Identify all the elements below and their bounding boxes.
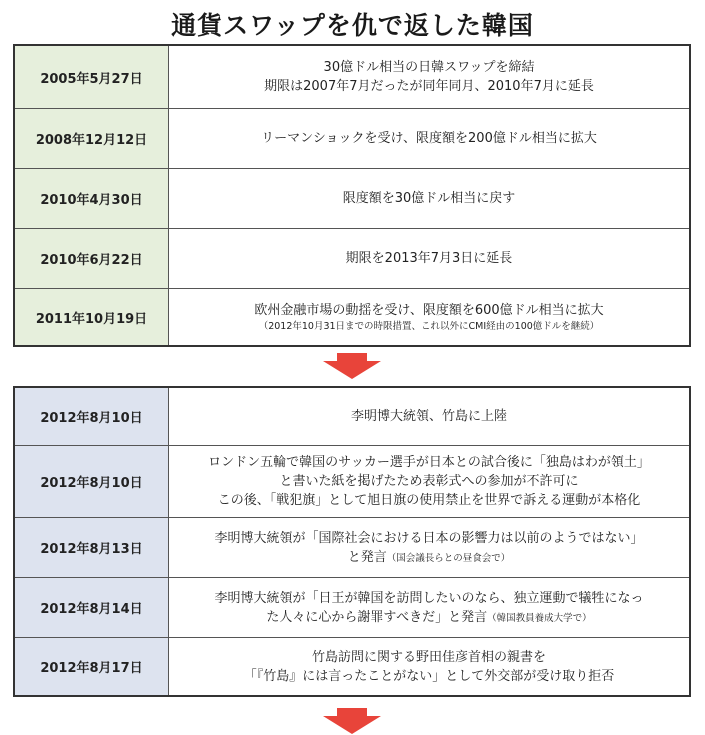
table-row [15, 109, 689, 169]
down-arrow-icon [323, 353, 381, 379]
description-line: と書いた紙を掲げたため表彰式への参加が不許可に [279, 474, 579, 489]
description-line: 期限を2013年7月3日に延長 [345, 251, 513, 266]
row-description [169, 46, 689, 108]
description-line: 欧州金融市場の動揺を受け、限度額を600億ドル相当に拡大 [254, 303, 604, 318]
description-note: （韓国教員養成大学で） [487, 612, 592, 624]
description-line: 李明博大統領が「国際社会における日本の影響力は以前のようではない」 [214, 530, 644, 546]
description-text: と発言 [347, 549, 387, 565]
row-date: 2012年8月17日 [15, 638, 169, 695]
description-line-last [348, 548, 511, 567]
row-date: 2012年8月10日 [15, 388, 169, 445]
description-text: た人々に心から謝罪すべきだ」と発言 [266, 609, 488, 625]
row-date: 2011年10月19日 [15, 289, 169, 345]
description-line: 30億ドル相当の日韓スワップを締結 [323, 60, 535, 75]
row-description [169, 388, 689, 445]
table-row [15, 169, 689, 229]
page-title: 通貨スワップを仇で返した韓国 [171, 11, 534, 40]
table-row [15, 388, 689, 446]
table-row [15, 518, 689, 578]
description-line: 期限は2007年7月だったが同年同月、2010年7月に延長 [264, 79, 594, 94]
table-row [15, 289, 689, 345]
row-description [169, 578, 689, 637]
table-row [15, 638, 689, 695]
description-line: 「『竹島』には言ったことがない」として外交部が受け取り拒否 [243, 668, 615, 684]
description-line: リーマンショックを受け、限度額を200億ドル相当に拡大 [261, 131, 597, 146]
row-date: 2008年12月12日 [15, 109, 169, 168]
row-description [169, 229, 689, 288]
description-line: 李明博大統領、竹島に上陸 [350, 409, 507, 424]
events-table [13, 386, 691, 697]
row-date: 2010年4月30日 [15, 169, 169, 228]
description-line: 限度額を30億ドル相当に戻す [342, 191, 516, 206]
row-date: 2005年5月27日 [15, 46, 169, 108]
description-line-last [266, 608, 591, 627]
swap-history-table [13, 44, 691, 347]
table-row [15, 229, 689, 289]
description-line: この後、「戦犯旗」として旭日旗の使用禁止を世界で訴える運動が本格化 [217, 493, 641, 508]
row-date: 2012年8月10日 [15, 446, 169, 517]
row-description [169, 109, 689, 168]
row-description [169, 638, 689, 695]
description-line: 李明博大統領が「日王が韓国を訪問したいのなら、独立運動で犠牲になっ [214, 590, 644, 606]
table-row [15, 46, 689, 109]
description-line: 竹島訪問に関する野田佳彦首相の親書を [311, 649, 546, 665]
description-note: （国会議長らとの昼食会で） [386, 552, 511, 564]
description-note: （2012年10月31日までの時限措置、これ以外にCMI経由の100億ドルを継続） [258, 321, 600, 332]
table-row [15, 578, 689, 638]
row-description [169, 289, 689, 345]
row-date: 2012年8月14日 [15, 578, 169, 637]
row-description [169, 518, 689, 577]
row-description [169, 446, 689, 517]
row-description [169, 169, 689, 228]
description-line: ロンドン五輪で韓国のサッカー選手が日本との試合後に「独島はわが領土」 [208, 455, 650, 470]
table-row [15, 446, 689, 518]
row-date: 2012年8月13日 [15, 518, 169, 577]
down-arrow-icon [323, 708, 381, 734]
row-date: 2010年6月22日 [15, 229, 169, 288]
